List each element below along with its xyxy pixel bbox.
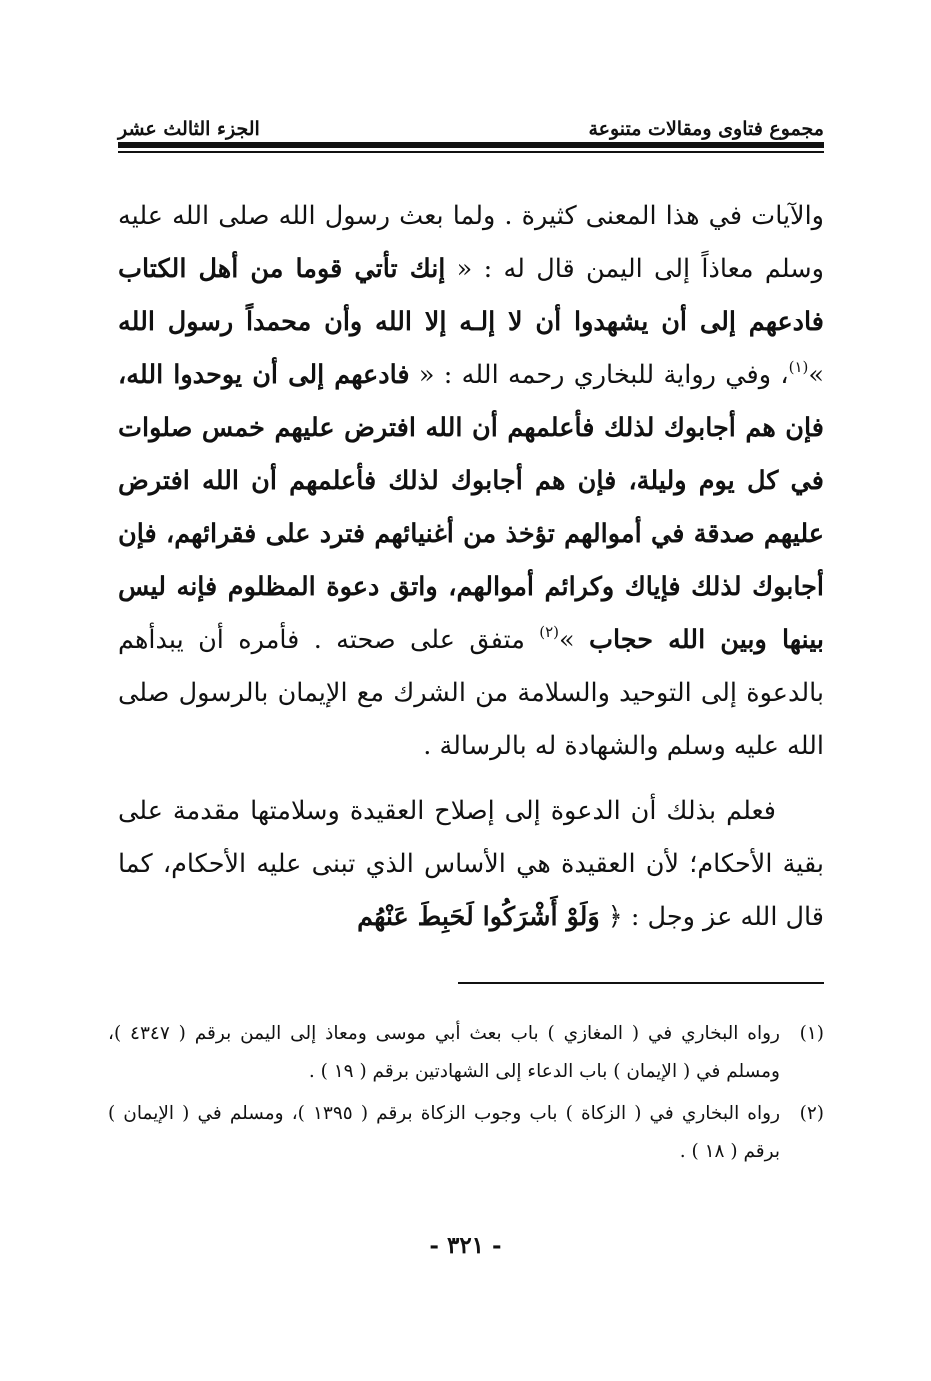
footnote-1 [108, 1015, 824, 1091]
volume-label: الجزء الثالث عشر [118, 118, 260, 140]
text-run: فعلم بذلك أن الدعوة إلى إصلاح العقيدة وسلامتها مقدمة على بقية الأحكام؛ لأن العقيدة هي الأساس الذي تبنى عليه الأحكام، كما قال الله عز وجل : ﴿ [118, 796, 824, 932]
footnote-2 [108, 1095, 824, 1171]
text-run: متفق على صحته . فأمره أن يبدأهم بالدعوة إلى التوحيد والسلامة من الشرك مع الإيمان بالرسول صلى الله عليه وسلم والشهادة له بالرسالة . [118, 625, 824, 761]
main-text [118, 190, 824, 944]
text-run: والآيات في هذا المعنى كثيرة . ولما بعث رسول الله صلى الله عليه وسلم معاذاً إلى اليمن قال له : « [118, 201, 824, 284]
footnote-text: رواه البخاري في ( المغازي ) باب بعث أبي موسى ومعاذ إلى اليمن برقم ( ٤٣٤٧ )، ومسلم في ( الإيمان ) باب الدعاء إلى الشهادتين برقم ( ١٩ ) . [108, 1023, 780, 1082]
header-rule-thick [118, 142, 824, 148]
footnote-ref-1: (١) [788, 358, 809, 376]
footnote-text: رواه البخاري في ( الزكاة ) باب وجوب الزكاة برقم ( ١٣٩٥ )، ومسلم في ( الإيمان ) برقم ( ١٨ ) . [108, 1103, 781, 1162]
quote-close: » [559, 625, 590, 655]
footnote-ref-2: (٢) [539, 623, 560, 641]
page-number: - ٣٢١ - [429, 1232, 502, 1259]
footnote-separator [458, 982, 824, 984]
paragraph-1 [118, 190, 824, 773]
book-title: مجموع فتاوى ومقالات متنوعة [588, 118, 824, 140]
paragraph-2 [118, 785, 824, 944]
hadith-quote: إنك تأتي قوما من أهل الكتاب فادعهم إلى أن يشهدوا أن لا إلـه إلا الله وأن محمداً رسول الله [118, 254, 824, 337]
quote-close: » [808, 360, 824, 390]
footnotes [108, 1015, 824, 1175]
footnote-number: (١) [799, 1023, 824, 1044]
quran-verse: وَلَوْ أَشْرَكُوا لَحَبِطَ عَنْهُم [357, 902, 600, 932]
running-header [118, 110, 824, 140]
header-rule-thin [118, 151, 824, 153]
footnote-number: (٢) [799, 1103, 824, 1124]
hadith-quote: فادعهم إلى أن يوحدوا الله، فإن هم أجابوك لذلك فأعلمهم أن الله افترض عليهم خمس صلوات في كل يوم وليلة، فإن هم أجابوك لذلك فأعلمهم أن الله افترض عليهم صدقة في أموالهم تؤخذ من أغنيائهم فترد على فقرائهم، فإن أجابوك لذلك فإياك وكرائم أموالهم، واتق دعوة المظلوم فإنه ليس بينها وبين الله حجاب [118, 360, 824, 655]
text-run: ، وفي رواية للبخاري رحمه الله : « [409, 360, 789, 390]
